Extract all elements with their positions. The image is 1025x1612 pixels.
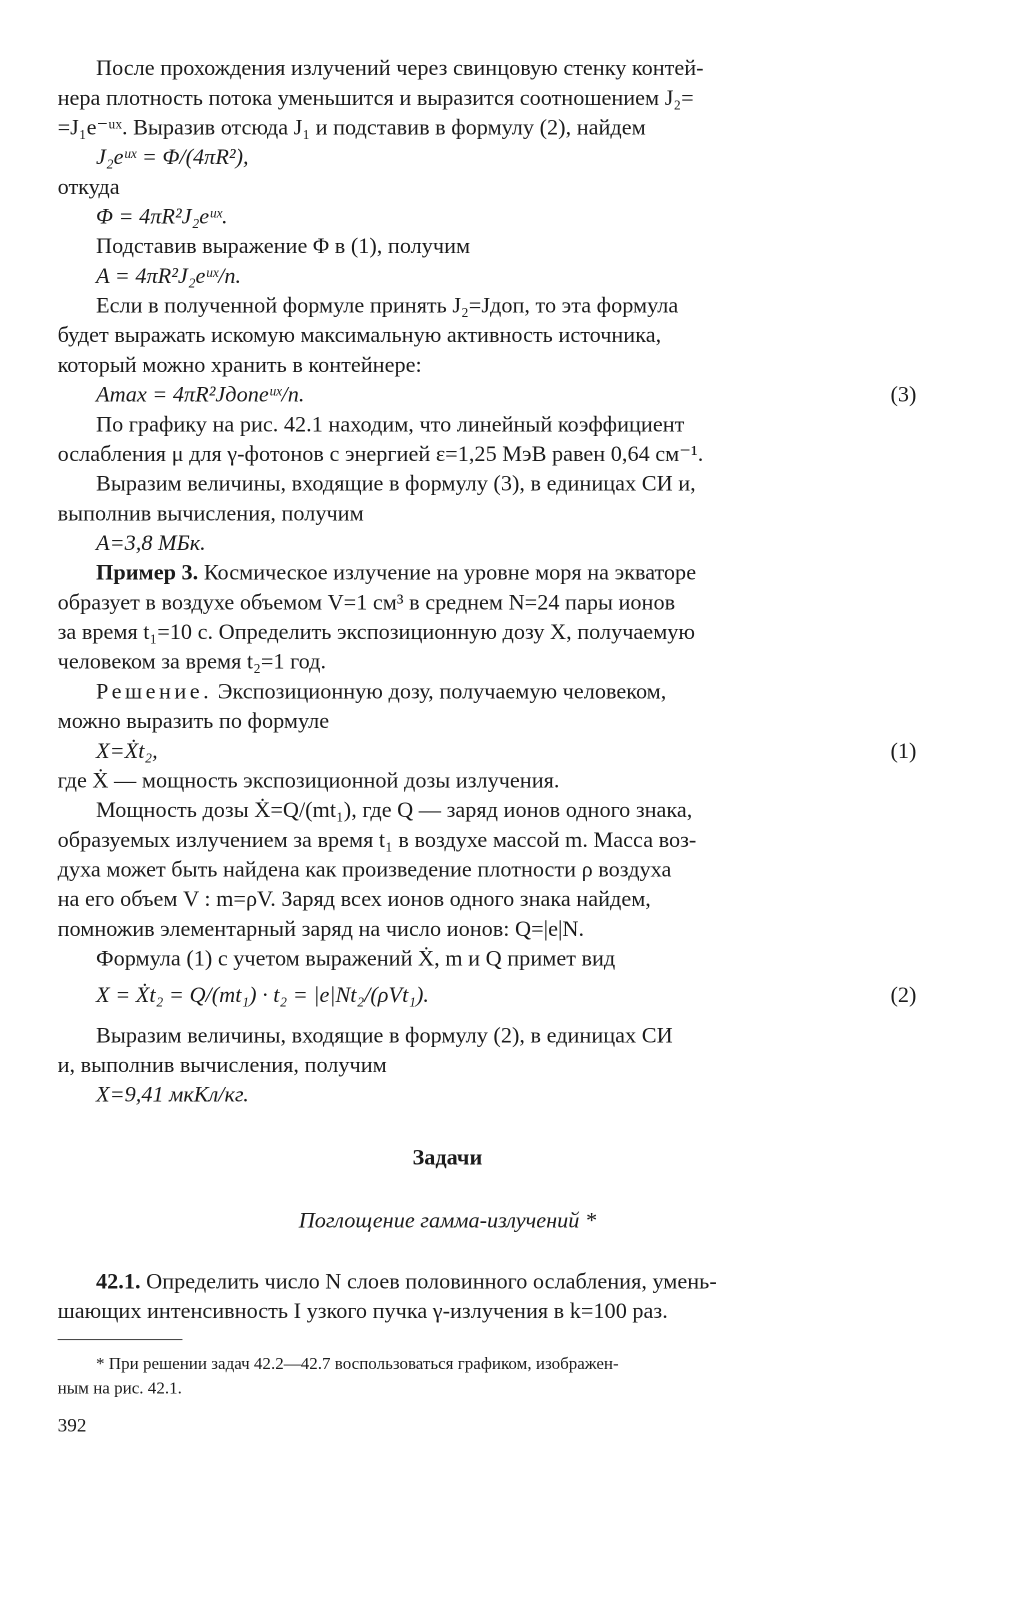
solution-line (96, 677, 869, 705)
text-line: где Ẋ — мощность экспозиционной дозы излучения. (57, 767, 560, 793)
footnote-rule (58, 1339, 183, 1340)
example-text: Космическое излучение на уровне моря на экваторе (203, 559, 697, 585)
text-line: образуемых излучением за время t₁ в воздухе массой m. Масса воз- (57, 826, 697, 853)
text-line: помножив элементарный заряд на число ионов: Q=|e|N. (57, 915, 585, 942)
problem-text: Определить число N слоев половинного ослабления, умень- (146, 1268, 717, 1294)
text-line: будет выражать искомую максимальную активность источника, (57, 322, 662, 348)
text-line: шающих интенсивность I узкого пучка γ-излучения в k=100 раз. (57, 1298, 668, 1324)
text-line: можно выразить по формуле (57, 708, 330, 734)
text-line: и, выполнив вычисления, получим (57, 1051, 387, 1078)
section-title: Задачи (412, 1144, 483, 1170)
equation-number: (1) (890, 737, 917, 764)
result: X=9,41 мкКл/кг. (96, 1081, 249, 1107)
text-line: =J₁e⁻ᵘˣ. Выразив отсюда J₁ и подставив в формулу (2), найдем (57, 114, 646, 140)
text-line: откуда (57, 173, 120, 200)
solution-text: Экспозиционную дозу, получаемую человеком, (217, 678, 667, 704)
text-line: Выразим величины, входящие в формулу (3), в единицах СИ и, (96, 470, 696, 496)
equation-number: (3) (890, 381, 917, 407)
text-line: По графику на рис. 42.1 находим, что линейный коэффициент (96, 411, 685, 437)
page-number: 392 (57, 1414, 87, 1437)
problem-number: 42.1. (96, 1268, 141, 1294)
equation: A = 4πR²J₂eᵘˣ/n. (96, 262, 242, 289)
equation-number: (2) (890, 982, 917, 1008)
example-line (96, 559, 869, 587)
text-line: ослабления μ для γ-фотонов с энергией ε=1,25 МэВ равен 0,64 см⁻¹. (57, 440, 704, 467)
text-line: Выразим величины, входящие в формулу (2), в единицах СИ (96, 1022, 673, 1048)
text-line: который можно хранить в контейнере: (57, 351, 422, 378)
text-line: После прохождения излучений через свинцовую стенку контей- (96, 54, 704, 81)
text-line: Мощность дозы Ẋ=Q/(mt₁), где Q — заряд ионов одного знака, (96, 797, 693, 823)
equation: X = Ẋt₂ = Q/(mt₁) · t₂ = |e|Nt₂/(ρVt₁). (96, 982, 429, 1008)
problem-line (96, 1268, 869, 1296)
subsection-title: Поглощение гамма-излучений * (298, 1207, 597, 1233)
text-line: нера плотность потока уменьшится и выразится соотношением J₂= (57, 84, 694, 110)
footnote-line: ным на рис. 42.1. (57, 1379, 182, 1398)
result: A=3,8 МБк. (96, 529, 206, 556)
solution-label: Решение. (96, 678, 213, 704)
equation: X=Ẋt₂, (96, 737, 158, 764)
example-label: Пример 3. (96, 559, 199, 585)
equation: J₂eᵘˣ = Φ/(4πR²), (96, 144, 249, 170)
equation: Φ = 4πR²J₂eᵘˣ. (96, 203, 228, 229)
text-line: Подставив выражение Φ в (1), получим (96, 233, 471, 259)
equation: Amax = 4πR²Jдопeᵘˣ/n. (96, 381, 305, 407)
text-line: выполнив вычисления, получим (57, 500, 364, 526)
footnote-line: * При решении задач 42.2—42.7 воспользоваться графиком, изображен- (96, 1354, 619, 1374)
text-line: Формула (1) с учетом выражений Ẋ, m и Q примет вид (96, 945, 616, 971)
text-line: Если в полученной формуле принять J₂=Jдоп, то эта формула (96, 292, 679, 318)
text-line: на его объем V : m=ρV. Заряд всех ионов одного знака найдем, (57, 886, 651, 912)
text-line: человеком за время t₂=1 год. (57, 648, 327, 674)
text-line: образует в воздухе объемом V=1 см³ в среднем N=24 пары ионов (57, 589, 676, 615)
text-line: за время t₁=10 с. Определить экспозиционную дозу X, получаемую (57, 618, 696, 645)
text-line: духа может быть найдена как произведение плотности ρ воздуха (57, 856, 672, 882)
